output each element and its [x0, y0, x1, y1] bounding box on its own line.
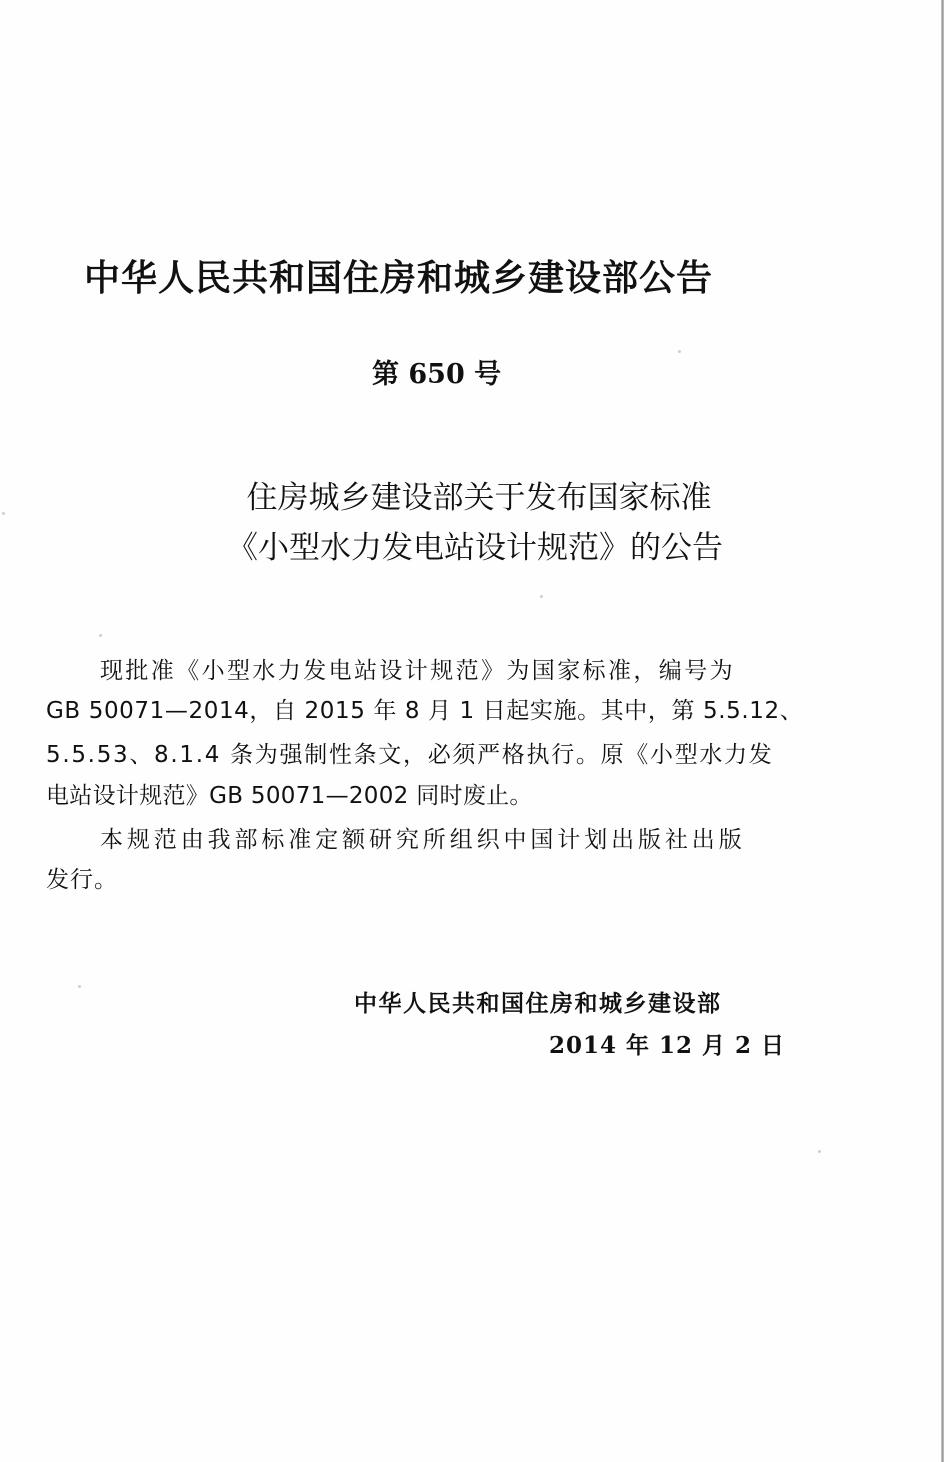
- subject-line-2: 《小型水力发电站设计规范》的公告: [227, 530, 723, 566]
- scan-speck: [2, 512, 5, 515]
- scan-speck: [78, 985, 81, 988]
- issuing-authority: 中华人民共和国住房和城乡建设部: [354, 991, 722, 1017]
- body-line: 发行。: [46, 867, 118, 893]
- scan-speck: [678, 350, 681, 353]
- body-line: 5.5.53、8.1.4 条为强制性条文，必须严格执行。原《小型水力发: [46, 742, 774, 768]
- scan-speck: [540, 595, 543, 598]
- body-line: 电站设计规范》GB 50071—2002 同时废止。: [46, 783, 533, 809]
- issue-date: 2014 年 12 月 2 日: [549, 1032, 786, 1059]
- body-line: GB 50071—2014，自 2015 年 8 月 1 日起实施。其中，第 5.5.12、: [46, 698, 804, 724]
- announcement-number: 第 650 号: [372, 359, 502, 390]
- body-line: 本规范由我部标准定额研究所组织中国计划出版社出版: [100, 827, 746, 853]
- body-line: 现批准《小型水力发电站设计规范》为国家标准，编号为: [100, 658, 735, 684]
- scan-speck: [818, 1150, 821, 1153]
- page-binding-edge: [941, 0, 944, 1462]
- announcement-header: 中华人民共和国住房和城乡建设部公告: [84, 258, 714, 299]
- scan-speck: [99, 634, 102, 637]
- subject-line-1: 住房城乡建设部关于发布国家标准: [246, 480, 712, 516]
